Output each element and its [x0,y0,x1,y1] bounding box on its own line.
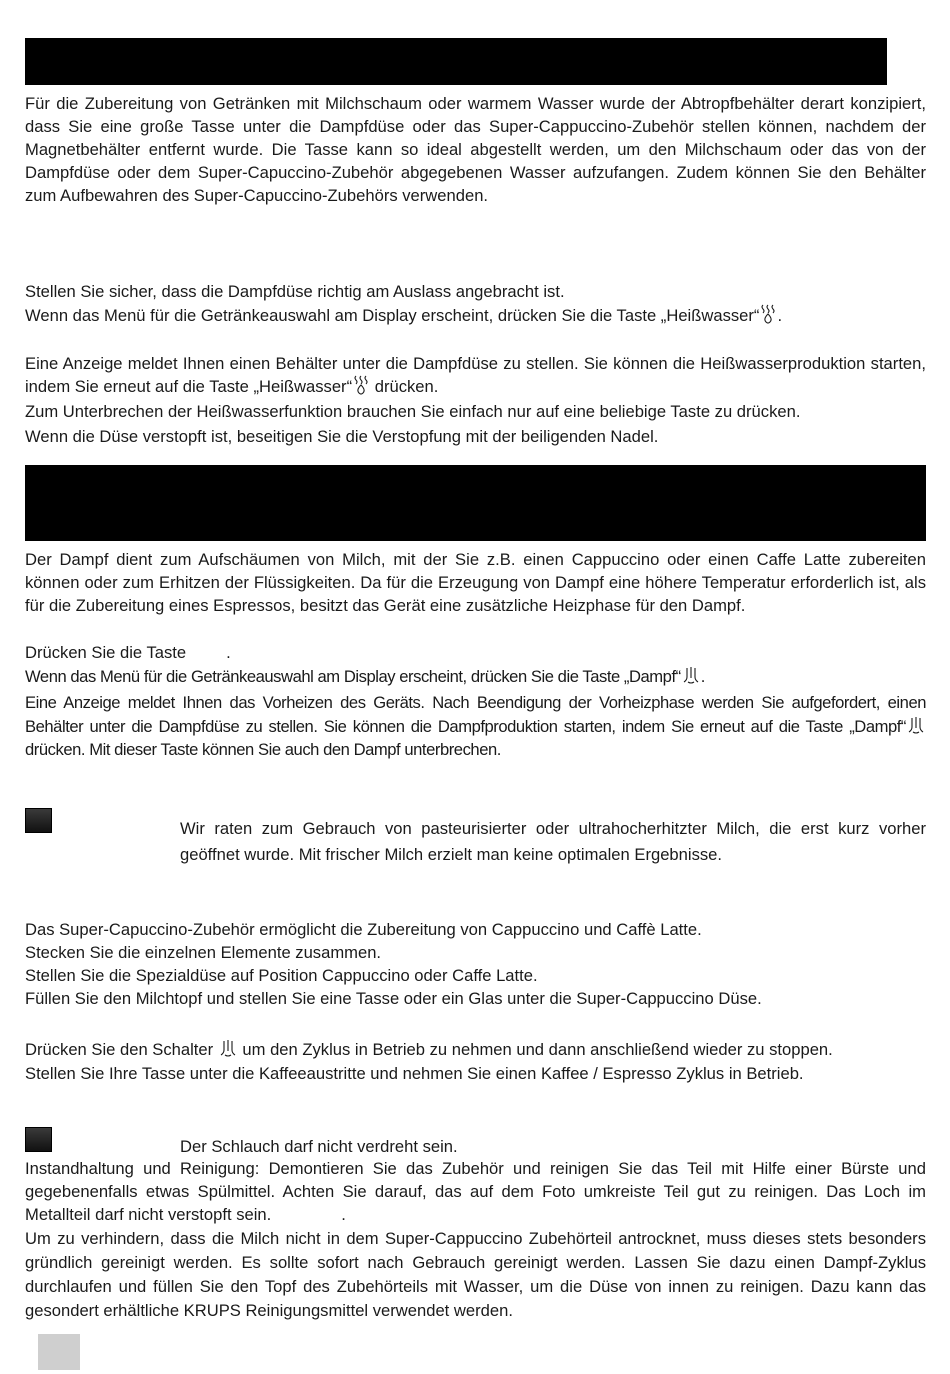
hot-water-icon [759,304,777,324]
drip-tray-paragraph: Für die Zubereitung von Getränken mit Milchschaum oder warmem Wasser wurde der Abtropfbehälter derart konzipiert, dass Sie eine große Tasse unter die Dampfdüse oder das Super-Cappuccino-Zubehör stellen können, nachdem der Magnetbehälter entfernt wurde. Die Tasse kann so ideal abgestellt werden, um den Milchschaum oder das von der Dampfdüse oder dem Super-Capuccino-Zubehör abgegebenen Wasser aufzufangen. Zudem können Sie den Behälter zum Aufbewahren des Super-Capuccino-Zubehörs verwenden. [25,94,926,205]
hose-note-text: Der Schlauch darf nicht verdreht sein. [180,1137,458,1156]
press-switch-text: Drücken Sie den Schalter um den Zyklus in Betrieb zu nehmen und dann anschließend wieder zu stoppen. [25,1040,833,1059]
maintenance-paragraph: Instandhaltung und Reinigung: Demontieren Sie das Zubehör und reinigen Sie das Teil mit Hilfe einer Bürste und gegebenenfalls etwas Spülmittel. Achten Sie darauf, das auf dem Foto umkreiste Teil gut zu reinigen. Das Loch im Metallteil darf nicht verstopft sein. . [25,1159,926,1224]
cup-placement-text: Stellen Sie Ihre Tasse unter die Kaffeeaustritte und nehmen Sie einen Kaffee / Espresso Zyklus in Betrieb. [25,1064,804,1083]
special-nozzle-text: Stellen Sie die Spezialdüse auf Position Cappuccino oder Caffe Latte. [25,966,538,985]
steam-menu-text: Wenn das Menü für die Getränkeauswahl am Display erscheint, drücken Sie die Taste „Dampf“ . [25,667,705,686]
hot-water-start-paragraph: Eine Anzeige meldet Ihnen einen Behälter unter die Dampfdüse zu stellen. Sie können die Heißwasserproduktion starten, indem Sie erneut auf die Taste „Heißwasser“ drücken. [25,354,926,396]
steam-icon [218,1038,238,1058]
nozzle-blocked-text: Wenn die Düse verstopft ist, beseitigen Sie die Verstopfung mit der beiligenden Nadel. [25,427,659,446]
press-button-text: Drücken Sie die Taste . [25,643,231,662]
hot-water-icon [352,375,370,395]
cleaning-paragraph: Um zu verhindern, dass die Milch nicht in dem Super-Cappuccino Zubehörteil antrocknet, muss dieses stets besonders gründlich gereinigt werden. Es sollte sofort nach Gebrauch gereinigt werden. Lassen Sie dazu einen Dampf-Zyklus durchlaufen und füllen Sie den Topf des Zubehörteils mit Wasser, um die Düse von innen zu reinigen. Dazu kann das gesondert erhältliche KRUPS Reinigungsmittel verwendet werden. [25,1229,926,1320]
hot-water-stop-text: Zum Unterbrechen der Heißwasserfunktion brauchen Sie einfach nur auf eine beliebige Taste zu drücken. [25,402,801,421]
section-header-bar-2 [25,465,926,541]
section-header-bar-1 [25,38,887,85]
fill-milk-jug-text: Füllen Sie den Milchtopf und stellen Sie eine Tasse oder ein Glas unter die Super-Cappuccino Düse. [25,989,762,1008]
tip-marker-box [25,808,52,833]
note-marker-box [25,1127,52,1152]
preheat-paragraph: Eine Anzeige meldet Ihnen das Vorheizen des Geräts. Nach Beendigung der Vorheizphase werden Sie aufgefordert, einen Behälter unter die Dampfdüse zu stellen. Sie können die Dampfproduktion starten, indem Sie erneut auf die Taste „Dampf“ drücken. Mit dieser Taste können Sie auch den Dampf unterbrechen. [25,693,926,759]
hot-water-menu-text: Wenn das Menü für die Getränkeauswahl am Display erscheint, drücken Sie die Taste „Heißwasser“ . [25,306,783,325]
cappuccino-accessory-text: Das Super-Capuccino-Zubehör ermöglicht die Zubereitung von Cappuccino und Caffè Latte. [25,920,702,939]
steam-nozzle-check-text: Stellen Sie sicher, dass die Dampfdüse richtig am Auslass angebracht ist. [25,282,565,301]
assemble-elements-text: Stecken Sie die einzelnen Elemente zusammen. [25,943,382,962]
steam-icon [681,665,701,685]
steam-icon [906,715,926,735]
page-number-box [38,1334,80,1370]
milk-tip-text: Wir raten zum Gebrauch von pasteurisierter oder ultrahocherhitzter Milch, die erst kurz vorher geöffnet wurde. Mit frischer Milch erzielt man keine optimalen Ergebnisse. [180,819,926,864]
steam-intro-paragraph: Der Dampf dient zum Aufschäumen von Milch, mit der Sie z.B. einen Cappuccino oder einen Caffe Latte zubereiten können oder zum Erhitzen der Flüssigkeiten. Da für die Erzeugung von Dampf eine höhere Temperatur erforderlich ist, als für die Zubereitung eines Espressos, besitzt das Gerät eine zusätzliche Heizphase für den Dampf. [25,550,926,615]
